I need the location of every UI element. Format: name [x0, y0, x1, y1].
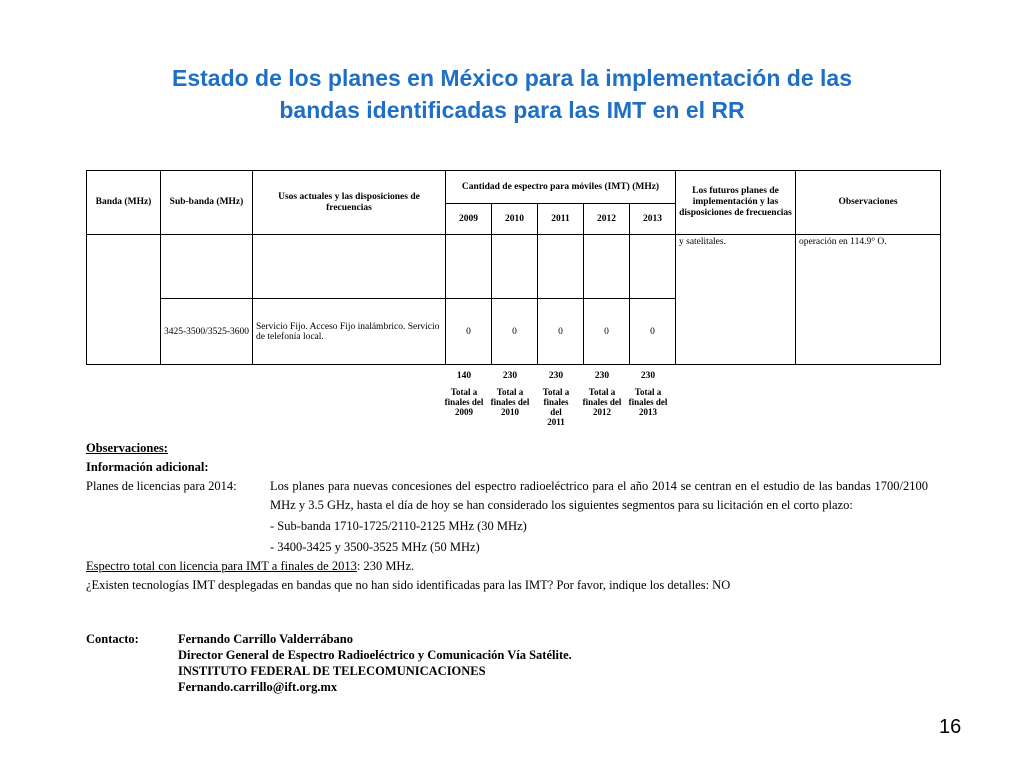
- cell-value-2012: 0: [584, 299, 630, 365]
- cell-value-2013: 0: [630, 299, 676, 365]
- total-label: Total a finales del 2012: [582, 387, 622, 417]
- header-cantidad: Cantidad de espectro para móviles (IMT) (MHz): [446, 171, 676, 204]
- contact-email: Fernando.carrillo@ift.org.mx: [178, 680, 338, 694]
- total-label: Total a finales del 2010: [490, 387, 530, 417]
- cell-observaciones: operación en 114.9° O.: [796, 235, 941, 365]
- header-observaciones: Observaciones: [796, 171, 941, 235]
- cell-subbanda: 3425-3500/3525-3600: [161, 299, 253, 365]
- contact-org: INSTITUTO FEDERAL DE TELECOMUNICACIONES: [178, 664, 486, 678]
- year-2013: 2013: [630, 204, 676, 235]
- total-value: 230: [502, 371, 518, 381]
- cell-subbanda-empty: [161, 235, 253, 299]
- total-2009: [441, 371, 487, 417]
- segment-1: - Sub-banda 1710-1725/2110-2125 MHz (30 MHz): [270, 519, 527, 533]
- contact-label: Contacto:: [86, 632, 139, 646]
- total-2012: [579, 371, 625, 417]
- contact-details: [178, 631, 572, 695]
- segment-2: - 3400-3425 y 3500-3525 MHz (50 MHz): [270, 540, 480, 554]
- cell-empty: [492, 235, 538, 299]
- year-2009: 2009: [446, 204, 492, 235]
- header-banda: Banda (MHz): [87, 171, 161, 235]
- total-2010: [487, 371, 533, 417]
- slide-title: [40, 62, 984, 126]
- header-subbanda: Sub-banda (MHz): [161, 171, 253, 235]
- espectro-total: [86, 557, 936, 576]
- cell-value-2011: 0: [538, 299, 584, 365]
- imt-question: ¿Existen tecnologías IMT desplegadas en bandas que no han sido identificadas para las IMT? Por favor, indique los detalles: NO: [86, 578, 731, 592]
- total-label: Total a finales del 2011: [542, 387, 570, 427]
- year-2012: 2012: [584, 204, 630, 235]
- title-line-1: Estado de los planes en México para la implementación de las: [171, 65, 852, 91]
- cell-banda: [87, 235, 161, 365]
- page-number: 16: [939, 716, 962, 738]
- cell-value-2009: 0: [446, 299, 492, 365]
- cell-usos-empty: [253, 235, 446, 299]
- header-futuros: Los futuros planes de implementación y las disposiciones de frecuencias: [676, 171, 796, 235]
- notes-section: [86, 439, 936, 595]
- contact-role: Director General de Espectro Radioeléctrico y Comunicación Vía Satélite.: [178, 648, 572, 662]
- header-usos: Usos actuales y las disposiciones de frecuencias: [253, 171, 446, 235]
- total-value: 230: [594, 371, 610, 381]
- total-value: 230: [548, 371, 564, 381]
- cell-empty: [538, 235, 584, 299]
- spectrum-table: [86, 170, 941, 365]
- cell-futuros: y satelitales.: [676, 235, 796, 365]
- contact-block: [86, 631, 572, 695]
- cell-usos: Servicio Fijo. Acceso Fijo inalámbrico. Servicio de telefonía local.: [253, 299, 446, 365]
- total-label: Total a finales del 2013: [628, 387, 668, 417]
- total-2011: [533, 371, 579, 427]
- total-value: 140: [456, 371, 472, 381]
- observaciones-heading: Observaciones:: [86, 441, 168, 455]
- info-heading: Información adicional:: [86, 460, 209, 474]
- contact-name: Fernando Carrillo Valderrábano: [178, 632, 354, 646]
- total-2013: [625, 371, 671, 417]
- planes-row: [86, 477, 936, 515]
- cell-value-2010: 0: [492, 299, 538, 365]
- planes-label: Planes de licencias para 2014:: [86, 479, 237, 493]
- espectro-label: Espectro total con licencia para IMT a finales de 2013: [86, 559, 357, 573]
- espectro-value: : 230 MHz.: [356, 559, 415, 573]
- cell-empty: [630, 235, 676, 299]
- cell-empty: [446, 235, 492, 299]
- total-label: Total a finales del 2009: [444, 387, 484, 417]
- total-value: 230: [640, 371, 656, 381]
- cell-empty: [584, 235, 630, 299]
- planes-text: Los planes para nuevas concesiones del espectro radioeléctrico para el año 2014 se centran en el estudio de las bandas 1700/2100 MHz y 3.5 GHz, hasta el día de hoy se han considerado los siguientes segmentos para su licitación en el corto plazo:: [270, 479, 928, 512]
- year-2010: 2010: [492, 204, 538, 235]
- title-line-2: bandas identificadas para las IMT en el RR: [279, 97, 745, 123]
- year-2011: 2011: [538, 204, 584, 235]
